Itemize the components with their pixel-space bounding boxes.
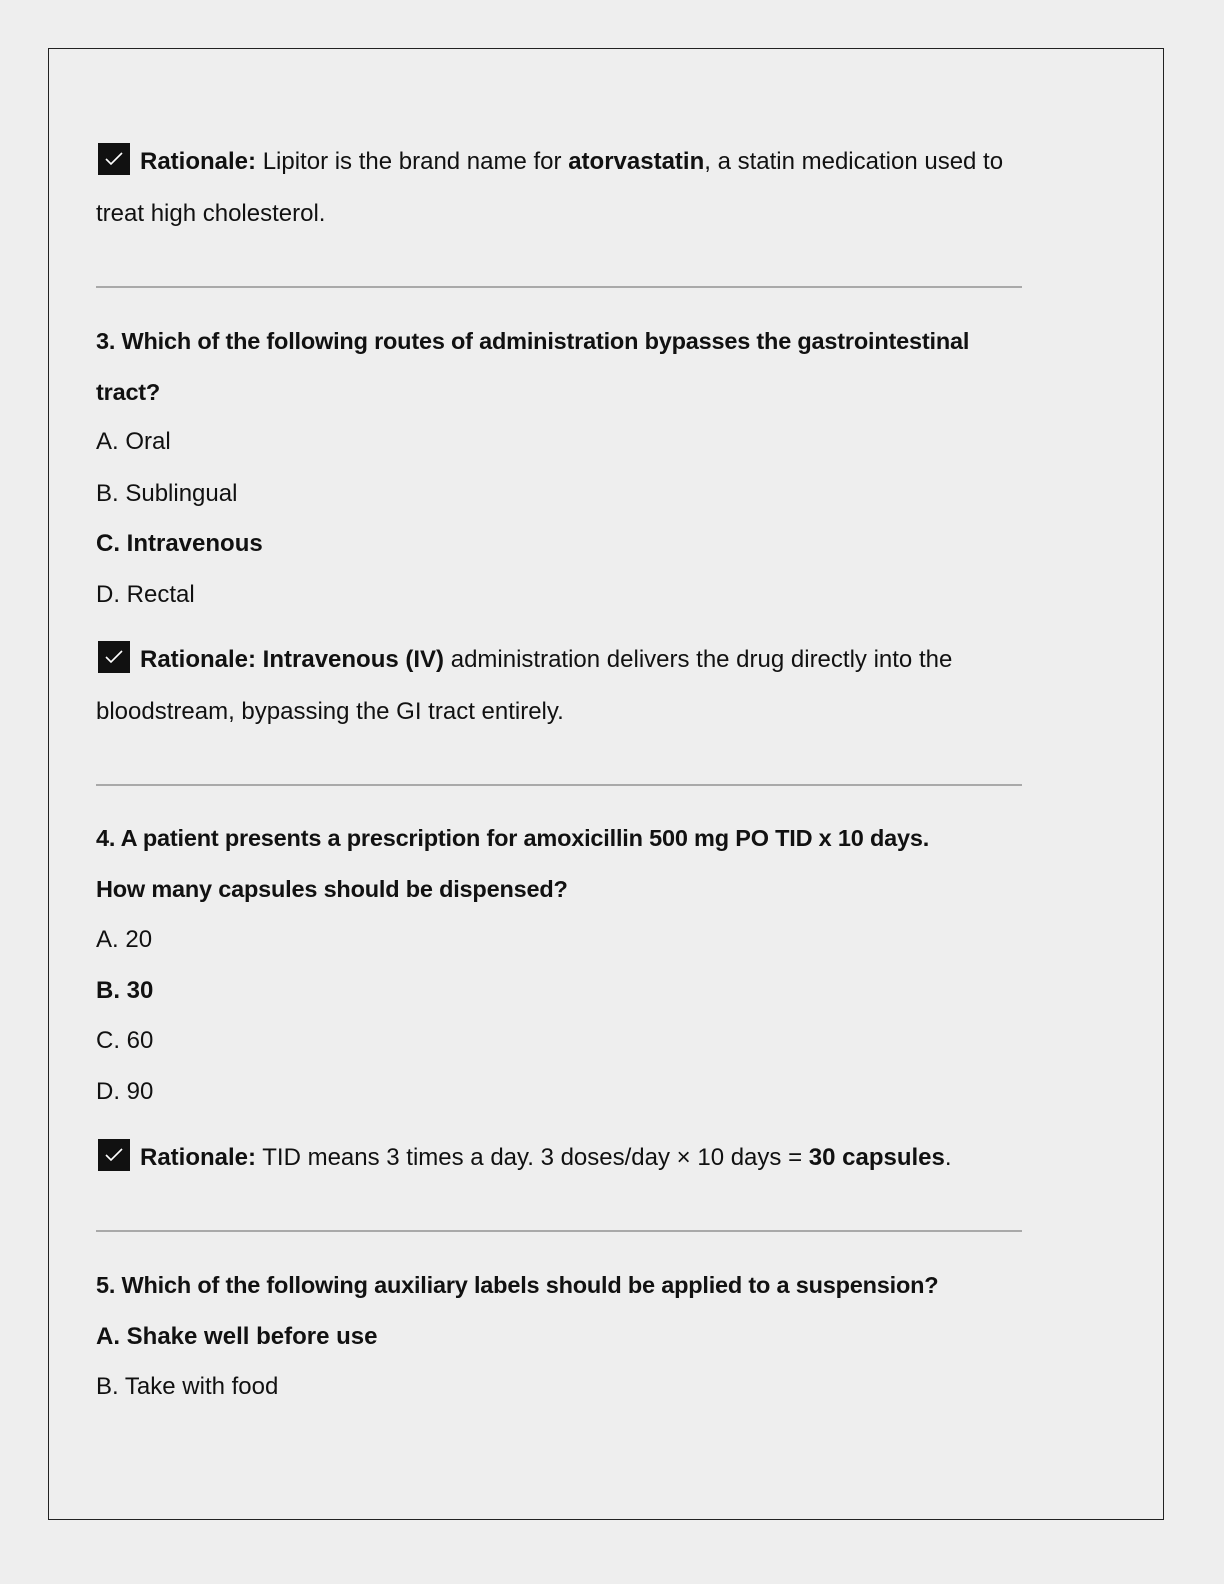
option-5a-correct: A. Shake well before use (96, 1323, 378, 1350)
question-4-line1: 4. A patient presents a prescription for amoxicillin 500 mg PO TID x 10 days. (96, 825, 930, 851)
q3-rationale (96, 634, 1036, 738)
rationale-text-pre: TID means 3 times a day. 3 doses/day × 10 days = (262, 1144, 809, 1171)
question-5: 5. Which of the following auxiliary labels should be applied to a suspension? (96, 1272, 939, 1298)
option-4d: D. 90 (96, 1078, 154, 1105)
q2-rationale (96, 136, 1036, 240)
rationale-drug: atorvastatin (568, 148, 705, 175)
rationale-text-pre: Lipitor is the brand name for (262, 148, 569, 175)
option-3c-correct: C. Intravenous (96, 530, 263, 557)
rationale-label: Rationale: (140, 148, 257, 175)
checkmark-icon (98, 1139, 130, 1171)
rationale-text-post: . (944, 1144, 952, 1171)
option-4c: C. 60 (96, 1027, 154, 1054)
option-4a: A. 20 (96, 926, 153, 953)
rationale-text: administration delivers the drug directly into the bloodstream, bypassing the GI tract entirely. (96, 646, 953, 725)
divider (96, 784, 1022, 786)
divider (96, 1230, 1022, 1232)
option-4b-correct: B. 30 (96, 977, 154, 1004)
rationale-text-post: , a statin medication used to treat high cholesterol. (96, 148, 1004, 227)
rationale-answer: 30 capsules (808, 1144, 945, 1171)
checkmark-icon (98, 641, 130, 673)
rationale-label: Rationale: (140, 1144, 257, 1171)
option-3b: B. Sublingual (96, 480, 238, 507)
option-5b: B. Take with food (96, 1373, 279, 1400)
question-3: 3. Which of the following routes of administration bypasses the gastrointestinal tract? (96, 328, 970, 405)
divider (96, 286, 1022, 288)
q4-rationale (96, 1132, 1036, 1184)
question-4-line2: How many capsules should be dispensed? (96, 876, 568, 902)
checkmark-icon (98, 143, 130, 175)
rationale-lead: Rationale: Intravenous (IV) (140, 646, 445, 673)
option-3a: A. Oral (96, 428, 171, 455)
option-3d: D. Rectal (96, 581, 195, 608)
